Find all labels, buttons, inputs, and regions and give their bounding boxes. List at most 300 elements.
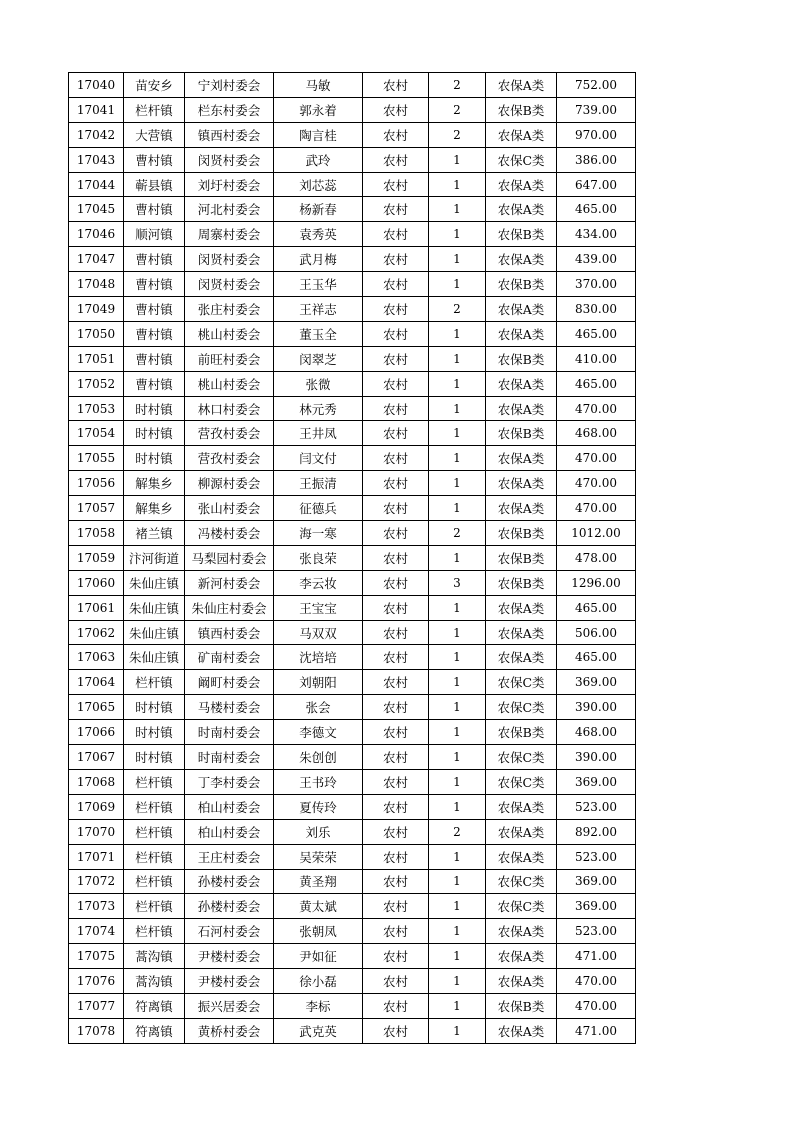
record-id-cell: 17074: [69, 919, 124, 944]
area-type-cell: 农村: [363, 919, 429, 944]
insurance-class-cell: 农保C类: [486, 147, 557, 172]
household-count-cell: 1: [429, 446, 486, 471]
area-type-cell: 农村: [363, 147, 429, 172]
amount-cell: 470.00: [557, 993, 636, 1018]
table-row: [69, 620, 636, 645]
township-cell: 蒿沟镇: [124, 969, 185, 994]
village-committee-cell: 振兴居委会: [185, 993, 274, 1018]
name-cell: 林元秀: [274, 396, 363, 421]
household-count-cell: 1: [429, 496, 486, 521]
amount-cell: 465.00: [557, 321, 636, 346]
table-row: [69, 496, 636, 521]
table-row: [69, 844, 636, 869]
table-row: [69, 745, 636, 770]
record-id-cell: 17043: [69, 147, 124, 172]
table-row: [69, 197, 636, 222]
household-count-cell: 1: [429, 969, 486, 994]
village-committee-cell: 新河村委会: [185, 570, 274, 595]
village-committee-cell: 营孜村委会: [185, 421, 274, 446]
record-id-cell: 17076: [69, 969, 124, 994]
area-type-cell: 农村: [363, 73, 429, 98]
name-cell: 马敏: [274, 73, 363, 98]
table-row: [69, 919, 636, 944]
village-committee-cell: 栏东村委会: [185, 97, 274, 122]
household-count-cell: 1: [429, 844, 486, 869]
household-count-cell: 1: [429, 1018, 486, 1043]
household-count-cell: 1: [429, 944, 486, 969]
area-type-cell: 农村: [363, 545, 429, 570]
record-id-cell: 17070: [69, 819, 124, 844]
table-row: [69, 645, 636, 670]
village-committee-cell: 张山村委会: [185, 496, 274, 521]
table-row: [69, 969, 636, 994]
household-count-cell: 1: [429, 794, 486, 819]
table-row: [69, 570, 636, 595]
name-cell: 徐小磊: [274, 969, 363, 994]
amount-cell: 465.00: [557, 197, 636, 222]
area-type-cell: 农村: [363, 645, 429, 670]
insurance-class-cell: 农保C类: [486, 769, 557, 794]
area-type-cell: 农村: [363, 819, 429, 844]
amount-cell: 386.00: [557, 147, 636, 172]
insurance-class-cell: 农保A类: [486, 396, 557, 421]
name-cell: 张朝凤: [274, 919, 363, 944]
name-cell: 武月梅: [274, 247, 363, 272]
record-id-cell: 17077: [69, 993, 124, 1018]
name-cell: 陶言桂: [274, 122, 363, 147]
village-committee-cell: 闵贤村委会: [185, 247, 274, 272]
table-row: [69, 172, 636, 197]
village-committee-cell: 柏山村委会: [185, 819, 274, 844]
area-type-cell: 农村: [363, 670, 429, 695]
township-cell: 曹村镇: [124, 321, 185, 346]
township-cell: 栏杆镇: [124, 670, 185, 695]
township-cell: 时村镇: [124, 446, 185, 471]
village-committee-cell: 镇西村委会: [185, 122, 274, 147]
township-cell: 栏杆镇: [124, 794, 185, 819]
insurance-class-cell: 农保B类: [486, 521, 557, 546]
household-count-cell: 1: [429, 894, 486, 919]
amount-cell: 478.00: [557, 545, 636, 570]
name-cell: 张微: [274, 371, 363, 396]
insurance-class-cell: 农保B类: [486, 346, 557, 371]
record-id-cell: 17057: [69, 496, 124, 521]
village-committee-cell: 营孜村委会: [185, 446, 274, 471]
household-count-cell: 1: [429, 396, 486, 421]
township-cell: 苗安乡: [124, 73, 185, 98]
insurance-class-cell: 农保A类: [486, 172, 557, 197]
table-row: [69, 819, 636, 844]
table-row: [69, 122, 636, 147]
household-count-cell: 1: [429, 695, 486, 720]
insurance-class-cell: 农保A类: [486, 1018, 557, 1043]
record-id-cell: 17059: [69, 545, 124, 570]
table-row: [69, 396, 636, 421]
table-row: [69, 769, 636, 794]
township-cell: 时村镇: [124, 421, 185, 446]
township-cell: 褚兰镇: [124, 521, 185, 546]
village-committee-cell: 桃山村委会: [185, 371, 274, 396]
name-cell: 郭永着: [274, 97, 363, 122]
record-id-cell: 17053: [69, 396, 124, 421]
township-cell: 蕲县镇: [124, 172, 185, 197]
record-id-cell: 17050: [69, 321, 124, 346]
area-type-cell: 农村: [363, 446, 429, 471]
village-committee-cell: 镇西村委会: [185, 620, 274, 645]
table-row: [69, 371, 636, 396]
village-committee-cell: 桃山村委会: [185, 321, 274, 346]
area-type-cell: 农村: [363, 247, 429, 272]
area-type-cell: 农村: [363, 769, 429, 794]
township-cell: 栏杆镇: [124, 844, 185, 869]
insurance-class-cell: 农保A类: [486, 844, 557, 869]
amount-cell: 470.00: [557, 969, 636, 994]
record-id-cell: 17058: [69, 521, 124, 546]
village-committee-cell: 马楼村委会: [185, 695, 274, 720]
name-cell: 袁秀英: [274, 222, 363, 247]
township-cell: 曹村镇: [124, 346, 185, 371]
amount-cell: 470.00: [557, 446, 636, 471]
township-cell: 曹村镇: [124, 297, 185, 322]
amount-cell: 468.00: [557, 720, 636, 745]
village-committee-cell: 黄桥村委会: [185, 1018, 274, 1043]
area-type-cell: 农村: [363, 1018, 429, 1043]
area-type-cell: 农村: [363, 396, 429, 421]
table-row: [69, 97, 636, 122]
table-row: [69, 869, 636, 894]
insurance-class-cell: 农保A类: [486, 969, 557, 994]
insurance-class-cell: 农保B类: [486, 545, 557, 570]
amount-cell: 470.00: [557, 496, 636, 521]
amount-cell: 465.00: [557, 595, 636, 620]
amount-cell: 647.00: [557, 172, 636, 197]
record-id-cell: 17066: [69, 720, 124, 745]
record-id-cell: 17040: [69, 73, 124, 98]
amount-cell: 752.00: [557, 73, 636, 98]
name-cell: 刘朝阳: [274, 670, 363, 695]
amount-cell: 892.00: [557, 819, 636, 844]
township-cell: 解集乡: [124, 496, 185, 521]
township-cell: 栏杆镇: [124, 869, 185, 894]
township-cell: 栏杆镇: [124, 819, 185, 844]
area-type-cell: 农村: [363, 695, 429, 720]
household-count-cell: 1: [429, 147, 486, 172]
area-type-cell: 农村: [363, 844, 429, 869]
name-cell: 吴荣荣: [274, 844, 363, 869]
insurance-class-cell: 农保B类: [486, 993, 557, 1018]
area-type-cell: 农村: [363, 222, 429, 247]
insurance-class-cell: 农保C类: [486, 670, 557, 695]
area-type-cell: 农村: [363, 521, 429, 546]
insurance-class-cell: 农保A类: [486, 446, 557, 471]
village-committee-cell: 柏山村委会: [185, 794, 274, 819]
insurance-class-cell: 农保A类: [486, 197, 557, 222]
area-type-cell: 农村: [363, 794, 429, 819]
name-cell: 马双双: [274, 620, 363, 645]
amount-cell: 523.00: [557, 844, 636, 869]
table-row: [69, 73, 636, 98]
record-id-cell: 17045: [69, 197, 124, 222]
insurance-class-cell: 农保B类: [486, 570, 557, 595]
township-cell: 曹村镇: [124, 247, 185, 272]
name-cell: 武克英: [274, 1018, 363, 1043]
household-count-cell: 1: [429, 993, 486, 1018]
village-committee-cell: 林口村委会: [185, 396, 274, 421]
area-type-cell: 农村: [363, 570, 429, 595]
area-type-cell: 农村: [363, 595, 429, 620]
amount-cell: 506.00: [557, 620, 636, 645]
area-type-cell: 农村: [363, 272, 429, 297]
amount-cell: 369.00: [557, 894, 636, 919]
township-cell: 曹村镇: [124, 197, 185, 222]
village-committee-cell: 宁刘村委会: [185, 73, 274, 98]
name-cell: 武玲: [274, 147, 363, 172]
amount-cell: 369.00: [557, 670, 636, 695]
amount-cell: 465.00: [557, 645, 636, 670]
township-cell: 朱仙庄镇: [124, 595, 185, 620]
household-count-cell: 1: [429, 172, 486, 197]
insurance-class-cell: 农保A类: [486, 297, 557, 322]
township-cell: 曹村镇: [124, 147, 185, 172]
record-id-cell: 17068: [69, 769, 124, 794]
record-id-cell: 17060: [69, 570, 124, 595]
amount-cell: 369.00: [557, 769, 636, 794]
insurance-class-cell: 农保A类: [486, 919, 557, 944]
township-cell: 顺河镇: [124, 222, 185, 247]
record-id-cell: 17046: [69, 222, 124, 247]
insurance-class-cell: 农保B类: [486, 421, 557, 446]
amount-cell: 523.00: [557, 794, 636, 819]
township-cell: 符离镇: [124, 993, 185, 1018]
insurance-class-cell: 农保A类: [486, 944, 557, 969]
table-row: [69, 446, 636, 471]
name-cell: 王振清: [274, 471, 363, 496]
name-cell: 杨新春: [274, 197, 363, 222]
record-id-cell: 17054: [69, 421, 124, 446]
area-type-cell: 农村: [363, 993, 429, 1018]
household-count-cell: 2: [429, 819, 486, 844]
amount-cell: 970.00: [557, 122, 636, 147]
township-cell: 汴河街道: [124, 545, 185, 570]
name-cell: 征德兵: [274, 496, 363, 521]
township-cell: 曹村镇: [124, 272, 185, 297]
name-cell: 海一寒: [274, 521, 363, 546]
village-committee-cell: 周寨村委会: [185, 222, 274, 247]
household-count-cell: 1: [429, 545, 486, 570]
table-row: [69, 147, 636, 172]
area-type-cell: 农村: [363, 471, 429, 496]
township-cell: 符离镇: [124, 1018, 185, 1043]
name-cell: 张会: [274, 695, 363, 720]
table-row: [69, 247, 636, 272]
village-committee-cell: 张庄村委会: [185, 297, 274, 322]
village-committee-cell: 时南村委会: [185, 745, 274, 770]
village-committee-cell: 前旺村委会: [185, 346, 274, 371]
record-id-cell: 17062: [69, 620, 124, 645]
area-type-cell: 农村: [363, 297, 429, 322]
insurance-class-cell: 农保A类: [486, 645, 557, 670]
area-type-cell: 农村: [363, 969, 429, 994]
record-id-cell: 17052: [69, 371, 124, 396]
record-id-cell: 17041: [69, 97, 124, 122]
table-row: [69, 894, 636, 919]
area-type-cell: 农村: [363, 321, 429, 346]
record-id-cell: 17055: [69, 446, 124, 471]
table-row: [69, 346, 636, 371]
village-committee-cell: 孙楼村委会: [185, 894, 274, 919]
table-row: [69, 720, 636, 745]
amount-cell: 465.00: [557, 371, 636, 396]
table-row: [69, 471, 636, 496]
amount-cell: 470.00: [557, 471, 636, 496]
insurance-class-cell: 农保C类: [486, 894, 557, 919]
village-committee-cell: 朱仙庄村委会: [185, 595, 274, 620]
township-cell: 解集乡: [124, 471, 185, 496]
household-count-cell: 1: [429, 720, 486, 745]
insurance-class-cell: 农保C类: [486, 695, 557, 720]
township-cell: 栏杆镇: [124, 769, 185, 794]
household-count-cell: 1: [429, 471, 486, 496]
area-type-cell: 农村: [363, 172, 429, 197]
table-row: [69, 297, 636, 322]
amount-cell: 434.00: [557, 222, 636, 247]
record-id-cell: 17042: [69, 122, 124, 147]
name-cell: 张良荣: [274, 545, 363, 570]
name-cell: 李云妆: [274, 570, 363, 595]
insurance-class-cell: 农保A类: [486, 247, 557, 272]
area-type-cell: 农村: [363, 496, 429, 521]
insurance-class-cell: 农保A类: [486, 496, 557, 521]
name-cell: 王祥志: [274, 297, 363, 322]
record-id-cell: 17064: [69, 670, 124, 695]
village-committee-cell: 闵贤村委会: [185, 272, 274, 297]
area-type-cell: 农村: [363, 346, 429, 371]
village-committee-cell: 孙楼村委会: [185, 869, 274, 894]
amount-cell: 1012.00: [557, 521, 636, 546]
township-cell: 栏杆镇: [124, 894, 185, 919]
township-cell: 曹村镇: [124, 371, 185, 396]
record-id-cell: 17072: [69, 869, 124, 894]
household-count-cell: 3: [429, 570, 486, 595]
table-row: [69, 545, 636, 570]
name-cell: 王玉华: [274, 272, 363, 297]
record-id-cell: 17075: [69, 944, 124, 969]
household-count-cell: 1: [429, 745, 486, 770]
name-cell: 闵翠芝: [274, 346, 363, 371]
area-type-cell: 农村: [363, 421, 429, 446]
amount-cell: 471.00: [557, 944, 636, 969]
insurance-class-cell: 农保A类: [486, 73, 557, 98]
table-row: [69, 1018, 636, 1043]
insurance-class-cell: 农保A类: [486, 819, 557, 844]
household-count-cell: 1: [429, 869, 486, 894]
village-committee-cell: 丁李村委会: [185, 769, 274, 794]
amount-cell: 523.00: [557, 919, 636, 944]
household-count-cell: 1: [429, 247, 486, 272]
village-committee-cell: 王庄村委会: [185, 844, 274, 869]
name-cell: 闫文付: [274, 446, 363, 471]
amount-cell: 410.00: [557, 346, 636, 371]
record-id-cell: 17044: [69, 172, 124, 197]
village-committee-cell: 阚町村委会: [185, 670, 274, 695]
household-count-cell: 1: [429, 371, 486, 396]
household-count-cell: 1: [429, 272, 486, 297]
name-cell: 夏传玲: [274, 794, 363, 819]
record-id-cell: 17056: [69, 471, 124, 496]
household-count-cell: 1: [429, 595, 486, 620]
name-cell: 尹如征: [274, 944, 363, 969]
area-type-cell: 农村: [363, 869, 429, 894]
household-count-cell: 1: [429, 421, 486, 446]
household-count-cell: 2: [429, 122, 486, 147]
household-count-cell: 2: [429, 97, 486, 122]
township-cell: 蒿沟镇: [124, 944, 185, 969]
name-cell: 李德文: [274, 720, 363, 745]
name-cell: 黄太斌: [274, 894, 363, 919]
insurance-class-cell: 农保A类: [486, 471, 557, 496]
name-cell: 沈培培: [274, 645, 363, 670]
household-count-cell: 1: [429, 197, 486, 222]
table-row: [69, 670, 636, 695]
insurance-class-cell: 农保B类: [486, 272, 557, 297]
village-committee-cell: 闵贤村委会: [185, 147, 274, 172]
table-row: [69, 993, 636, 1018]
amount-cell: 468.00: [557, 421, 636, 446]
name-cell: 王书玲: [274, 769, 363, 794]
amount-cell: 369.00: [557, 869, 636, 894]
name-cell: 刘乐: [274, 819, 363, 844]
record-id-cell: 17048: [69, 272, 124, 297]
amount-cell: 739.00: [557, 97, 636, 122]
amount-cell: 370.00: [557, 272, 636, 297]
amount-cell: 390.00: [557, 745, 636, 770]
household-count-cell: 1: [429, 645, 486, 670]
village-committee-cell: 刘圩村委会: [185, 172, 274, 197]
amount-cell: 1296.00: [557, 570, 636, 595]
record-id-cell: 17047: [69, 247, 124, 272]
village-committee-cell: 矿南村委会: [185, 645, 274, 670]
township-cell: 栏杆镇: [124, 97, 185, 122]
amount-cell: 470.00: [557, 396, 636, 421]
record-id-cell: 17051: [69, 346, 124, 371]
name-cell: 朱创创: [274, 745, 363, 770]
record-id-cell: 17073: [69, 894, 124, 919]
record-id-cell: 17049: [69, 297, 124, 322]
township-cell: 时村镇: [124, 745, 185, 770]
insurance-class-cell: 农保B类: [486, 222, 557, 247]
record-id-cell: 17067: [69, 745, 124, 770]
amount-cell: 439.00: [557, 247, 636, 272]
table-row: [69, 944, 636, 969]
insurance-class-cell: 农保A类: [486, 371, 557, 396]
area-type-cell: 农村: [363, 620, 429, 645]
township-cell: 时村镇: [124, 720, 185, 745]
name-cell: 黄圣翔: [274, 869, 363, 894]
insurance-class-cell: 农保A类: [486, 794, 557, 819]
name-cell: 刘芯蕊: [274, 172, 363, 197]
name-cell: 王宝宝: [274, 595, 363, 620]
area-type-cell: 农村: [363, 122, 429, 147]
village-committee-cell: 柳源村委会: [185, 471, 274, 496]
village-committee-cell: 河北村委会: [185, 197, 274, 222]
area-type-cell: 农村: [363, 894, 429, 919]
insurance-class-cell: 农保A类: [486, 321, 557, 346]
area-type-cell: 农村: [363, 197, 429, 222]
insurance-class-cell: 农保B类: [486, 720, 557, 745]
household-count-cell: 1: [429, 919, 486, 944]
insurance-class-cell: 农保C类: [486, 745, 557, 770]
household-count-cell: 1: [429, 670, 486, 695]
